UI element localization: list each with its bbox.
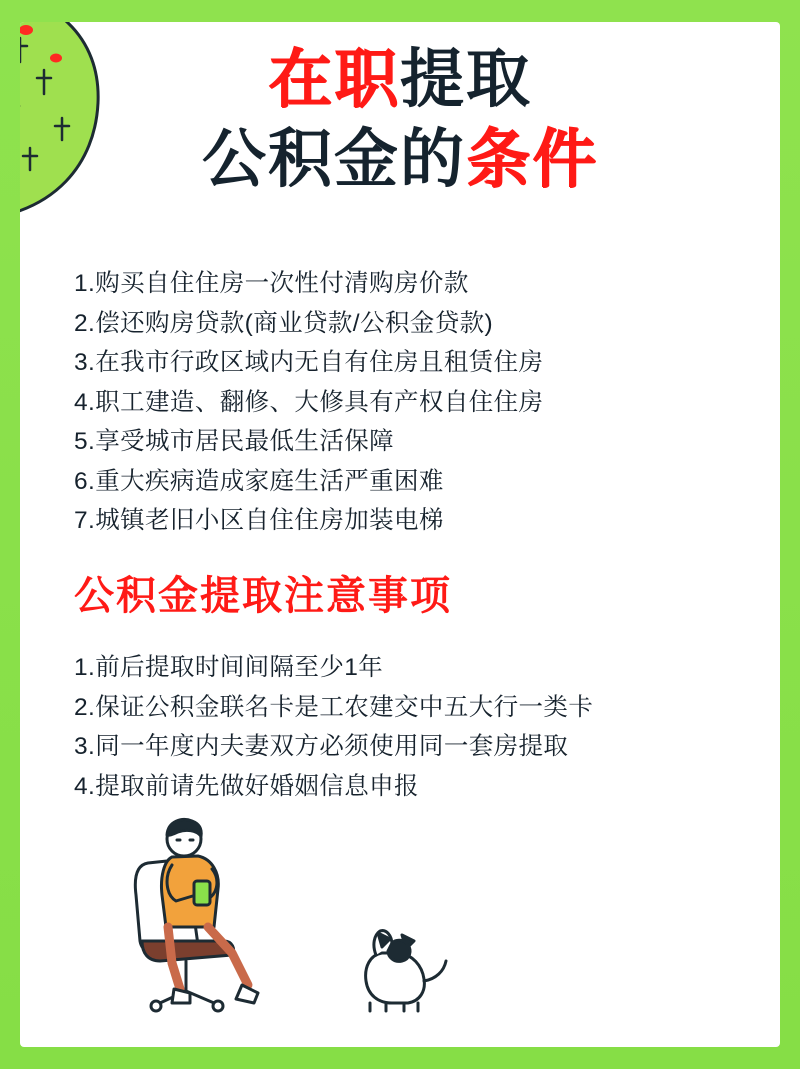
title-line-1 [20,44,780,116]
list-item: 4.职工建造、翻修、大修具有产权自住住房 [74,388,544,416]
list-item: 2.偿还购房贷款(商业贷款/公积金贷款) [74,309,494,337]
list-item: 2.保证公积金联名卡是工农建交中五大行一类卡 [74,693,594,721]
title-part-dark-1: 提取 [400,43,532,115]
list-item: 5.享受城市居民最低生活保障 [74,428,395,455]
list-item: 1.购买自住住房一次性付清购房价款 [74,270,469,297]
notices-list [74,656,774,814]
notice-heading: 公积金提取注意事项 [74,574,452,618]
list-item: 6.重大疾病造成家庭生活严重困难 [74,467,444,495]
title-part-red-1: 在职 [268,43,400,115]
conditions-list [74,272,774,549]
title-part-dark-2: 公积金的 [202,122,466,195]
title-part-red-2: 条件 [466,122,598,195]
illustration [120,803,520,1033]
title-line-2 [20,124,780,196]
list-item: 7.城镇老旧小区自住住房加装电梯 [74,507,444,534]
page-title [20,44,780,195]
list-item: 4.提取前请先做好婚姻信息申报 [74,772,419,800]
list-item: 3.在我市行政区域内无自有住房且租赁住房 [74,349,544,376]
list-item: 1.前后提取时间间隔至少1年 [74,654,384,681]
poster-card [20,22,780,1047]
list-item: 3.同一年度内夫妻双方必须使用同一套房提取 [74,733,569,760]
